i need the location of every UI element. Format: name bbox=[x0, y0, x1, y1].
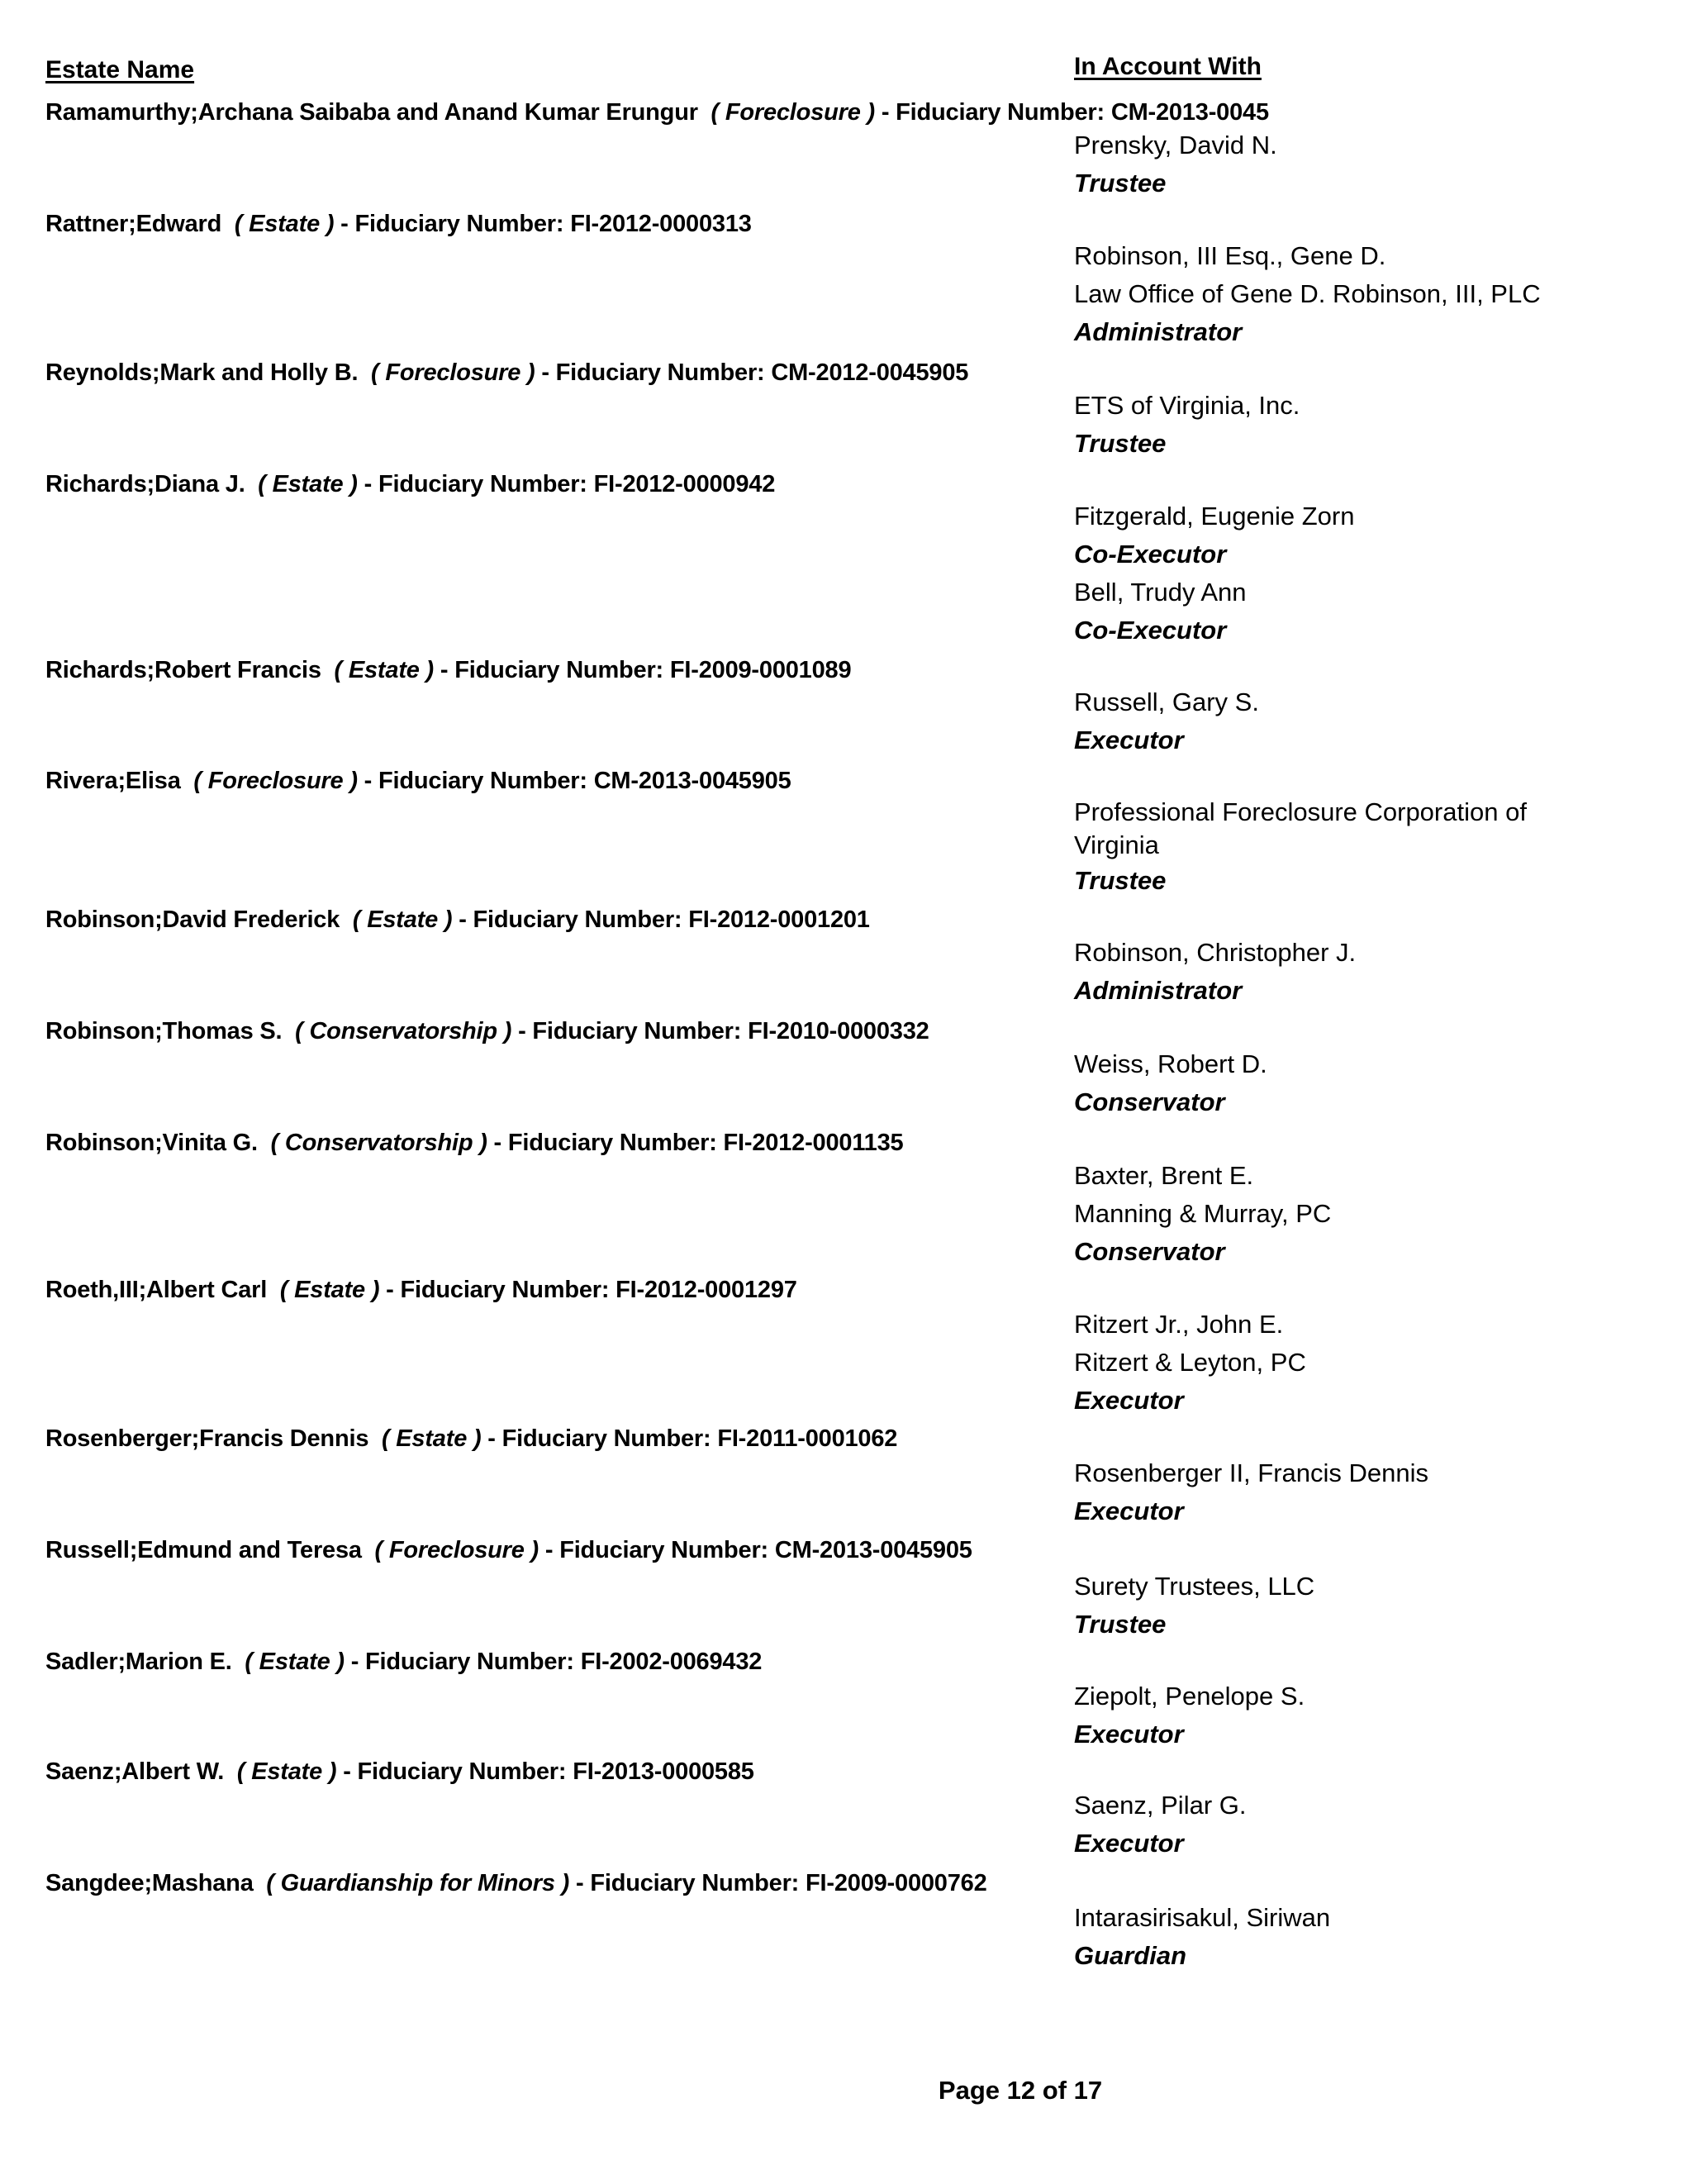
estate-entry: Richards;Robert Francis ( Estate ) - Fiduciary Number: FI-2009-0001089 bbox=[45, 657, 852, 683]
fiduciary-number: FI-2011-0001062 bbox=[717, 1425, 898, 1452]
page-number: Page 12 of 17 bbox=[938, 2076, 1103, 2105]
account-role: Co-Executor bbox=[1074, 616, 1227, 645]
estate-entry: Robinson;Vinita G. ( Conservatorship ) - Fiduciary Number: FI-2012-0001135 bbox=[45, 1130, 904, 1156]
estate-name: Sangdee;Mashana bbox=[45, 1870, 254, 1896]
estate-entry: Russell;Edmund and Teresa ( Foreclosure ) - Fiduciary Number: CM-2013-0045905 bbox=[45, 1537, 972, 1563]
fiduciary-label: Fiduciary Number: bbox=[555, 359, 765, 386]
estate-name: Reynolds;Mark and Holly B. bbox=[45, 359, 359, 386]
account-party: Robinson, Christopher J. bbox=[1074, 938, 1357, 967]
account-party: Baxter, Brent E. bbox=[1074, 1161, 1254, 1190]
account-block bbox=[1074, 683, 1561, 759]
account-role: Executor bbox=[1074, 1720, 1184, 1749]
account-block bbox=[1074, 497, 1561, 649]
fiduciary-number: CM-2013-0045905 bbox=[774, 1537, 972, 1563]
estate-type: Estate bbox=[251, 1758, 323, 1785]
account-block bbox=[1074, 1899, 1561, 1975]
account-role: Executor bbox=[1074, 1496, 1184, 1525]
account-role: Executor bbox=[1074, 726, 1184, 754]
estate-type: Conservatorship bbox=[284, 1130, 473, 1156]
estate-name-header: Estate Name bbox=[45, 56, 195, 83]
estate-entry: Richards;Diana J. ( Estate ) - Fiduciary Number: FI-2012-0000942 bbox=[45, 471, 776, 497]
estate-name: Roeth,III;Albert Carl bbox=[45, 1277, 268, 1303]
fiduciary-label: Fiduciary Number: bbox=[357, 1758, 567, 1785]
account-party: Robinson, III Esq., Gene D. bbox=[1074, 241, 1386, 270]
account-block bbox=[1074, 237, 1561, 351]
estate-entry: Robinson;David Frederick ( Estate ) - Fiduciary Number: FI-2012-0001201 bbox=[45, 906, 870, 933]
estate-type: Estate bbox=[294, 1277, 365, 1303]
account-role: Trustee bbox=[1074, 429, 1167, 458]
account-party: Prensky, David N. bbox=[1074, 131, 1277, 159]
estate-entry: Sadler;Marion E. ( Estate ) - Fiduciary Number: FI-2002-0069432 bbox=[45, 1649, 763, 1675]
estate-type: Estate bbox=[367, 906, 439, 933]
estate-entry: Roeth,III;Albert Carl ( Estate ) - Fiduciary Number: FI-2012-0001297 bbox=[45, 1277, 797, 1303]
account-role: Trustee bbox=[1074, 866, 1167, 895]
fiduciary-label: Fiduciary Number: bbox=[507, 1130, 717, 1156]
fiduciary-number: FI-2012-0001135 bbox=[723, 1130, 904, 1156]
fiduciary-label: Fiduciary Number: bbox=[365, 1649, 574, 1675]
account-role: Trustee bbox=[1074, 1610, 1167, 1639]
fiduciary-label: Fiduciary Number: bbox=[501, 1425, 711, 1452]
estate-name: Saenz;Albert W. bbox=[45, 1758, 225, 1785]
account-role: Executor bbox=[1074, 1386, 1184, 1415]
fiduciary-label: Fiduciary Number: bbox=[454, 657, 664, 683]
account-party: Rosenberger II, Francis Dennis bbox=[1074, 1458, 1429, 1487]
fiduciary-number: FI-2012-0000313 bbox=[570, 211, 752, 237]
account-block bbox=[1074, 1787, 1561, 1863]
fiduciary-label: Fiduciary Number: bbox=[896, 99, 1105, 126]
estate-entry: Robinson;Thomas S. ( Conservatorship ) - Fiduciary Number: FI-2010-0000332 bbox=[45, 1018, 929, 1044]
fiduciary-label: Fiduciary Number: bbox=[532, 1018, 742, 1044]
account-block bbox=[1074, 1677, 1561, 1753]
account-firm: Ritzert & Leyton, PC bbox=[1074, 1348, 1306, 1377]
account-role: Administrator bbox=[1074, 317, 1243, 346]
account-block bbox=[1074, 1045, 1561, 1121]
account-role: Executor bbox=[1074, 1829, 1184, 1858]
estate-name: Sadler;Marion E. bbox=[45, 1649, 232, 1675]
estate-type: Foreclosure bbox=[385, 359, 521, 386]
account-block bbox=[1074, 1568, 1561, 1644]
account-role: Co-Executor bbox=[1074, 540, 1227, 569]
fiduciary-label: Fiduciary Number: bbox=[473, 906, 682, 933]
fiduciary-label: Fiduciary Number: bbox=[354, 211, 564, 237]
estate-name: Rivera;Elisa bbox=[45, 768, 181, 794]
account-party: ETS of Virginia, Inc. bbox=[1074, 391, 1300, 420]
account-block bbox=[1074, 796, 1561, 900]
account-block bbox=[1074, 126, 1561, 202]
estate-entry: Reynolds;Mark and Holly B. ( Foreclosure ) - Fiduciary Number: CM-2012-0045905 bbox=[45, 359, 969, 386]
fiduciary-number: CM-2013-0045905 bbox=[593, 768, 791, 794]
account-party: Weiss, Robert D. bbox=[1074, 1049, 1267, 1078]
estate-entry: Ramamurthy;Archana Saibaba and Anand Kumar Erungur ( Foreclosure ) - Fiduciary Number: CM-2013-0045 bbox=[45, 99, 1269, 126]
account-block bbox=[1074, 934, 1561, 1010]
account-party: Russell, Gary S. bbox=[1074, 688, 1259, 716]
fiduciary-number: FI-2010-0000332 bbox=[748, 1018, 929, 1044]
account-block bbox=[1074, 1454, 1561, 1530]
account-role: Conservator bbox=[1074, 1087, 1225, 1116]
account-role: Trustee bbox=[1074, 169, 1167, 197]
account-role: Conservator bbox=[1074, 1237, 1225, 1266]
account-party: Saenz, Pilar G. bbox=[1074, 1791, 1247, 1820]
account-party: Surety Trustees, LLC bbox=[1074, 1572, 1315, 1601]
estate-name: Robinson;Thomas S. bbox=[45, 1018, 283, 1044]
account-party: Ritzert Jr., John E. bbox=[1074, 1310, 1284, 1339]
estate-name: Ramamurthy;Archana Saibaba and Anand Kumar Erungur bbox=[45, 99, 698, 126]
estate-type: Foreclosure bbox=[725, 99, 861, 126]
fiduciary-number: CM-2013-0045 bbox=[1110, 99, 1269, 126]
fiduciary-label: Fiduciary Number: bbox=[378, 768, 587, 794]
account-block bbox=[1074, 387, 1561, 463]
estate-entry: Saenz;Albert W. ( Estate ) - Fiduciary Number: FI-2013-0000585 bbox=[45, 1758, 754, 1785]
estate-type: Estate bbox=[396, 1425, 468, 1452]
fiduciary-label: Fiduciary Number: bbox=[559, 1537, 769, 1563]
fiduciary-number: FI-2002-0069432 bbox=[580, 1649, 763, 1675]
estate-name: Rosenberger;Francis Dennis bbox=[45, 1425, 369, 1452]
account-firm: Manning & Murray, PC bbox=[1074, 1199, 1332, 1228]
fiduciary-number: FI-2012-0001201 bbox=[688, 906, 870, 933]
fiduciary-number: FI-2013-0000585 bbox=[573, 1758, 754, 1785]
estate-name: Richards;Robert Francis bbox=[45, 657, 321, 683]
estate-name: Robinson;Vinita G. bbox=[45, 1130, 258, 1156]
fiduciary-number: CM-2012-0045905 bbox=[771, 359, 969, 386]
estate-name: Rattner;Edward bbox=[45, 211, 222, 237]
account-block bbox=[1074, 1157, 1561, 1271]
estate-entry: Rattner;Edward ( Estate ) - Fiduciary Number: FI-2012-0000313 bbox=[45, 211, 752, 237]
estate-type: Conservatorship bbox=[309, 1018, 497, 1044]
fiduciary-number: FI-2012-0000942 bbox=[593, 471, 776, 497]
account-party: Professional Foreclosure Corporation of Virginia bbox=[1074, 797, 1527, 859]
estate-type: Estate bbox=[348, 657, 420, 683]
estate-name: Robinson;David Frederick bbox=[45, 906, 340, 933]
account-party: Fitzgerald, Eugenie Zorn bbox=[1074, 502, 1355, 531]
estate-name: Richards;Diana J. bbox=[45, 471, 245, 497]
estate-type: Estate bbox=[249, 211, 320, 237]
fiduciary-number: FI-2009-0000762 bbox=[806, 1870, 987, 1896]
account-firm: Law Office of Gene D. Robinson, III, PLC bbox=[1074, 279, 1541, 308]
estate-entry: Rosenberger;Francis Dennis ( Estate ) - Fiduciary Number: FI-2011-0001062 bbox=[45, 1425, 898, 1452]
estate-type: Guardianship for Minors bbox=[280, 1870, 555, 1896]
estate-entry: Sangdee;Mashana ( Guardianship for Minors ) - Fiduciary Number: FI-2009-0000762 bbox=[45, 1870, 987, 1896]
account-party: Bell, Trudy Ann bbox=[1074, 578, 1247, 607]
account-party: Intarasirisakul, Siriwan bbox=[1074, 1903, 1331, 1932]
account-role: Administrator bbox=[1074, 976, 1243, 1005]
estate-type: Foreclosure bbox=[388, 1537, 525, 1563]
account-block bbox=[1074, 1306, 1561, 1420]
fiduciary-label: Fiduciary Number: bbox=[400, 1277, 610, 1303]
fiduciary-label: Fiduciary Number: bbox=[378, 471, 587, 497]
in-account-with-header: In Account With bbox=[1074, 53, 1262, 80]
estate-type: Estate bbox=[272, 471, 344, 497]
estate-type: Estate bbox=[259, 1649, 330, 1675]
fiduciary-number: FI-2009-0001089 bbox=[669, 657, 852, 683]
account-role: Guardian bbox=[1074, 1941, 1187, 1970]
estate-type: Foreclosure bbox=[207, 768, 344, 794]
fiduciary-number: FI-2012-0001297 bbox=[615, 1277, 797, 1303]
account-party: Ziepolt, Penelope S. bbox=[1074, 1682, 1305, 1711]
fiduciary-label: Fiduciary Number: bbox=[590, 1870, 800, 1896]
estate-name: Russell;Edmund and Teresa bbox=[45, 1537, 362, 1563]
estate-entry: Rivera;Elisa ( Foreclosure ) - Fiduciary Number: CM-2013-0045905 bbox=[45, 768, 791, 794]
